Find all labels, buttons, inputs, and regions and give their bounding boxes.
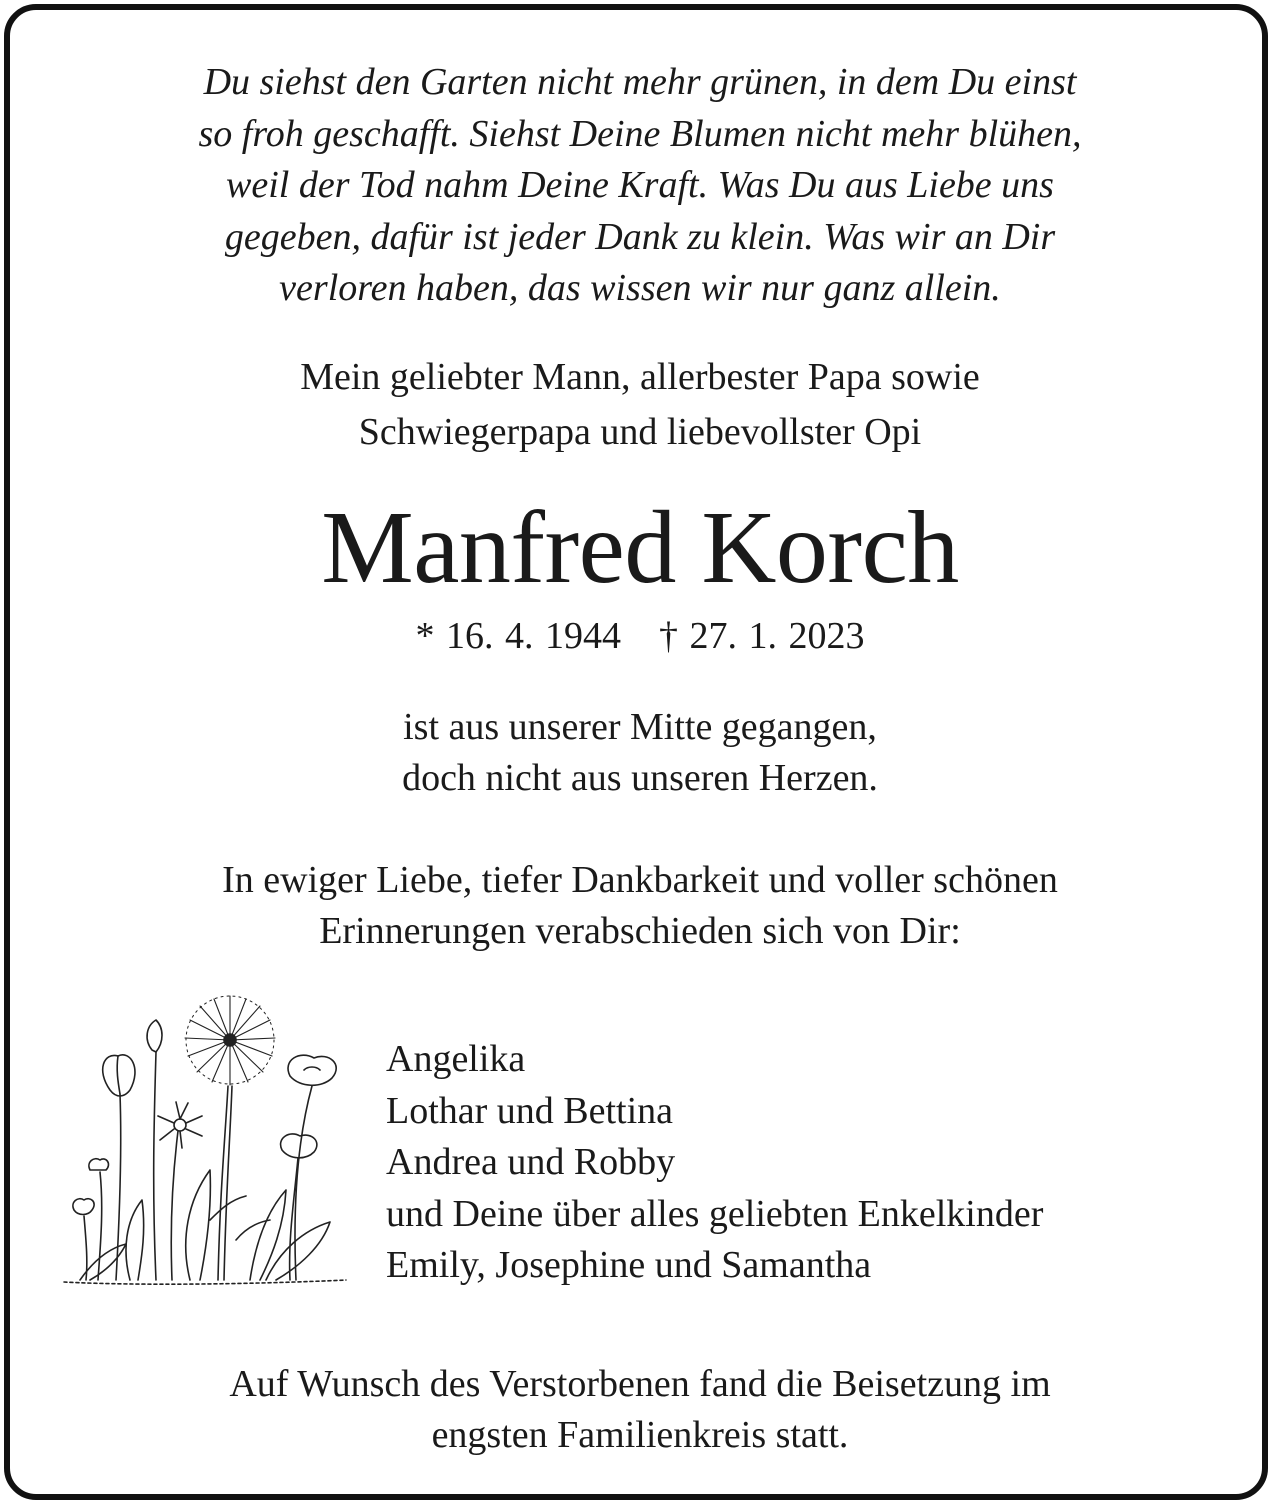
deceased-name: Manfred Korch xyxy=(321,490,959,605)
closing-line: engsten Familienkreis statt. xyxy=(431,1414,849,1456)
closing-note xyxy=(0,1359,1280,1461)
dandelion-head xyxy=(185,996,275,1085)
farewell-text xyxy=(0,855,1280,957)
message-text xyxy=(0,702,1280,804)
message-line: ist aus unserer Mitte gegangen, xyxy=(403,706,877,748)
poem-line: Du siehst den Garten nicht mehr grünen, in dem Du einst xyxy=(203,61,1077,103)
poem xyxy=(0,57,1280,315)
death-date: † 27. 1. 2023 xyxy=(659,615,865,657)
message-line: doch nicht aus unseren Herzen. xyxy=(402,757,878,799)
flowers-dandelion-icon xyxy=(60,990,350,1290)
intro-text xyxy=(0,350,1280,460)
intro-line: Mein geliebter Mann, allerbester Papa sowie xyxy=(300,356,980,398)
mourner-name: und Deine über alles geliebten Enkelkinder xyxy=(386,1192,1044,1235)
mourners-list xyxy=(386,1034,1043,1292)
poem-line: verloren haben, das wissen wir nur ganz allein. xyxy=(279,267,1001,309)
daisy xyxy=(158,1102,202,1148)
poem-line: weil der Tod nahm Deine Kraft. Was Du aus Liebe uns xyxy=(226,164,1054,206)
mourner-name: Lothar und Bettina xyxy=(386,1089,674,1132)
intro-line: Schwiegerpapa und liebevollster Opi xyxy=(358,411,922,453)
life-dates xyxy=(0,612,1280,660)
poem-line: gegeben, dafür ist jeder Dank zu klein. Was wir an Dir xyxy=(224,215,1056,258)
birth-date: * 16. 4. 1944 xyxy=(415,615,621,657)
mourner-name: Andrea und Robby xyxy=(386,1141,676,1183)
poppy xyxy=(288,1055,336,1085)
farewell-line: Erinnerungen verabschieden sich von Dir: xyxy=(319,910,961,952)
farewell-line: In ewiger Liebe, tiefer Dankbarkeit und voller schönen xyxy=(222,859,1058,901)
poem-line: so froh geschafft. Siehst Deine Blumen nicht mehr blühen, xyxy=(198,112,1082,155)
closing-line: Auf Wunsch des Verstorbenen fand die Beisetzung im xyxy=(229,1363,1051,1405)
mourner-name: Angelika xyxy=(386,1038,526,1080)
mourner-name: Emily, Josephine und Samantha xyxy=(386,1244,872,1286)
